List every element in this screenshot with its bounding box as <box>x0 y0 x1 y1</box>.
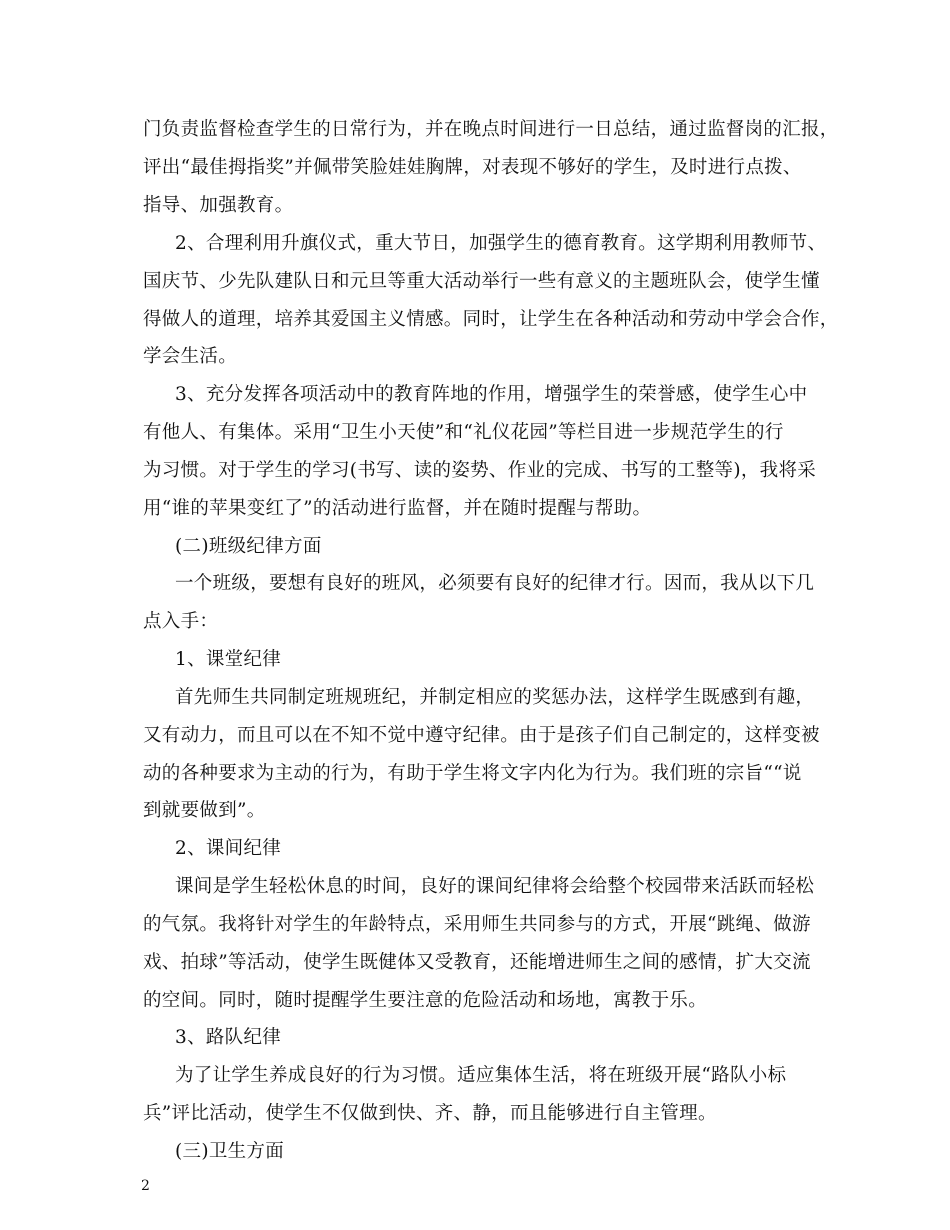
text-line: 点入手： <box>143 611 219 632</box>
section-heading: (二)班级纪律方面 <box>175 536 322 557</box>
text-line: 评出“最佳拇指奖”并佩带笑脸娃娃胸牌，对表现不够好的学生，及时进行点拨、 <box>143 157 802 178</box>
text-line: 用“谁的苹果变红了”的活动进行监督，并在随时提醒与帮助。 <box>143 498 652 519</box>
section-heading: (三)卫生方面 <box>175 1141 285 1162</box>
text-line: 2、合理利用升旗仪式，重大节日，加强学生的德育教育。这学期利用教师节、 <box>175 233 827 254</box>
text-line: 得做人的道理，培养其爱国主义情感。同时，让学生在各种活动和劳动中学会合作， <box>143 309 839 330</box>
subsection-heading: 2、课间纪律 <box>175 838 282 859</box>
text-line: 的空间。同时，随时提醒学生要注意的危险活动和场地，寓教于乐。 <box>143 990 708 1011</box>
text-line: 首先师生共同制定班规班纪，并制定相应的奖惩办法，这样学生既感到有趣， <box>175 687 815 708</box>
text-line: 一个班级，要想有良好的班风，必须要有良好的纪律才行。因而，我从以下几 <box>175 573 815 594</box>
text-line: 动的各种要求为主动的行为，有助于学生将文字内化为行为。我们班的宗旨““说 <box>143 763 802 784</box>
text-line: 到就要做到”。 <box>143 800 266 821</box>
text-line: 学会生活。 <box>143 346 238 367</box>
text-line: 课间是学生轻松休息的时间，良好的课间纪律将会给整个校园带来活跃而轻松 <box>175 876 815 897</box>
page-number: 2 <box>141 1178 150 1194</box>
text-line: 兵”评比活动，使学生不仅做到快、齐、静，而且能够进行自主管理。 <box>143 1103 717 1124</box>
text-line: 又有动力，而且可以在不知不觉中遵守纪律。由于是孩子们自己制定的，这样变被 <box>143 725 820 746</box>
subsection-heading: 1、课堂纪律 <box>175 649 282 670</box>
text-line: 为了让学生养成良好的行为习惯。适应集体生活，将在班级开展“路队小标 <box>175 1065 787 1086</box>
text-line: 国庆节、少先队建队日和元旦等重大活动举行一些有意义的主题班队会，使学生懂 <box>143 271 820 292</box>
subsection-heading: 3、路队纪律 <box>175 1027 282 1048</box>
text-line: 为习惯。对于学生的学习(书写、读的姿势、作业的完成、书写的工整等)，我将采 <box>143 460 817 481</box>
text-line: 有他人、有集体。采用“卫生小天使”和“礼仪花园”等栏目进一步规范学生的行 <box>143 422 784 443</box>
text-line: 门负责监督检查学生的日常行为，并在晚点时间进行一日总结，通过监督岗的汇报， <box>143 119 839 140</box>
text-line: 戏、拍球”等活动，使学生既健体又受教育，还能增进师生之间的感情，扩大交流 <box>143 952 811 973</box>
text-line: 指导、加强教育。 <box>143 195 294 216</box>
text-line: 3、充分发挥各项活动中的教育阵地的作用，增强学生的荣誉感，使学生心中 <box>175 384 808 405</box>
text-line: 的气氛。我将针对学生的年龄特点，采用师生共同参与的方式，开展“跳绳、做游 <box>143 914 811 935</box>
